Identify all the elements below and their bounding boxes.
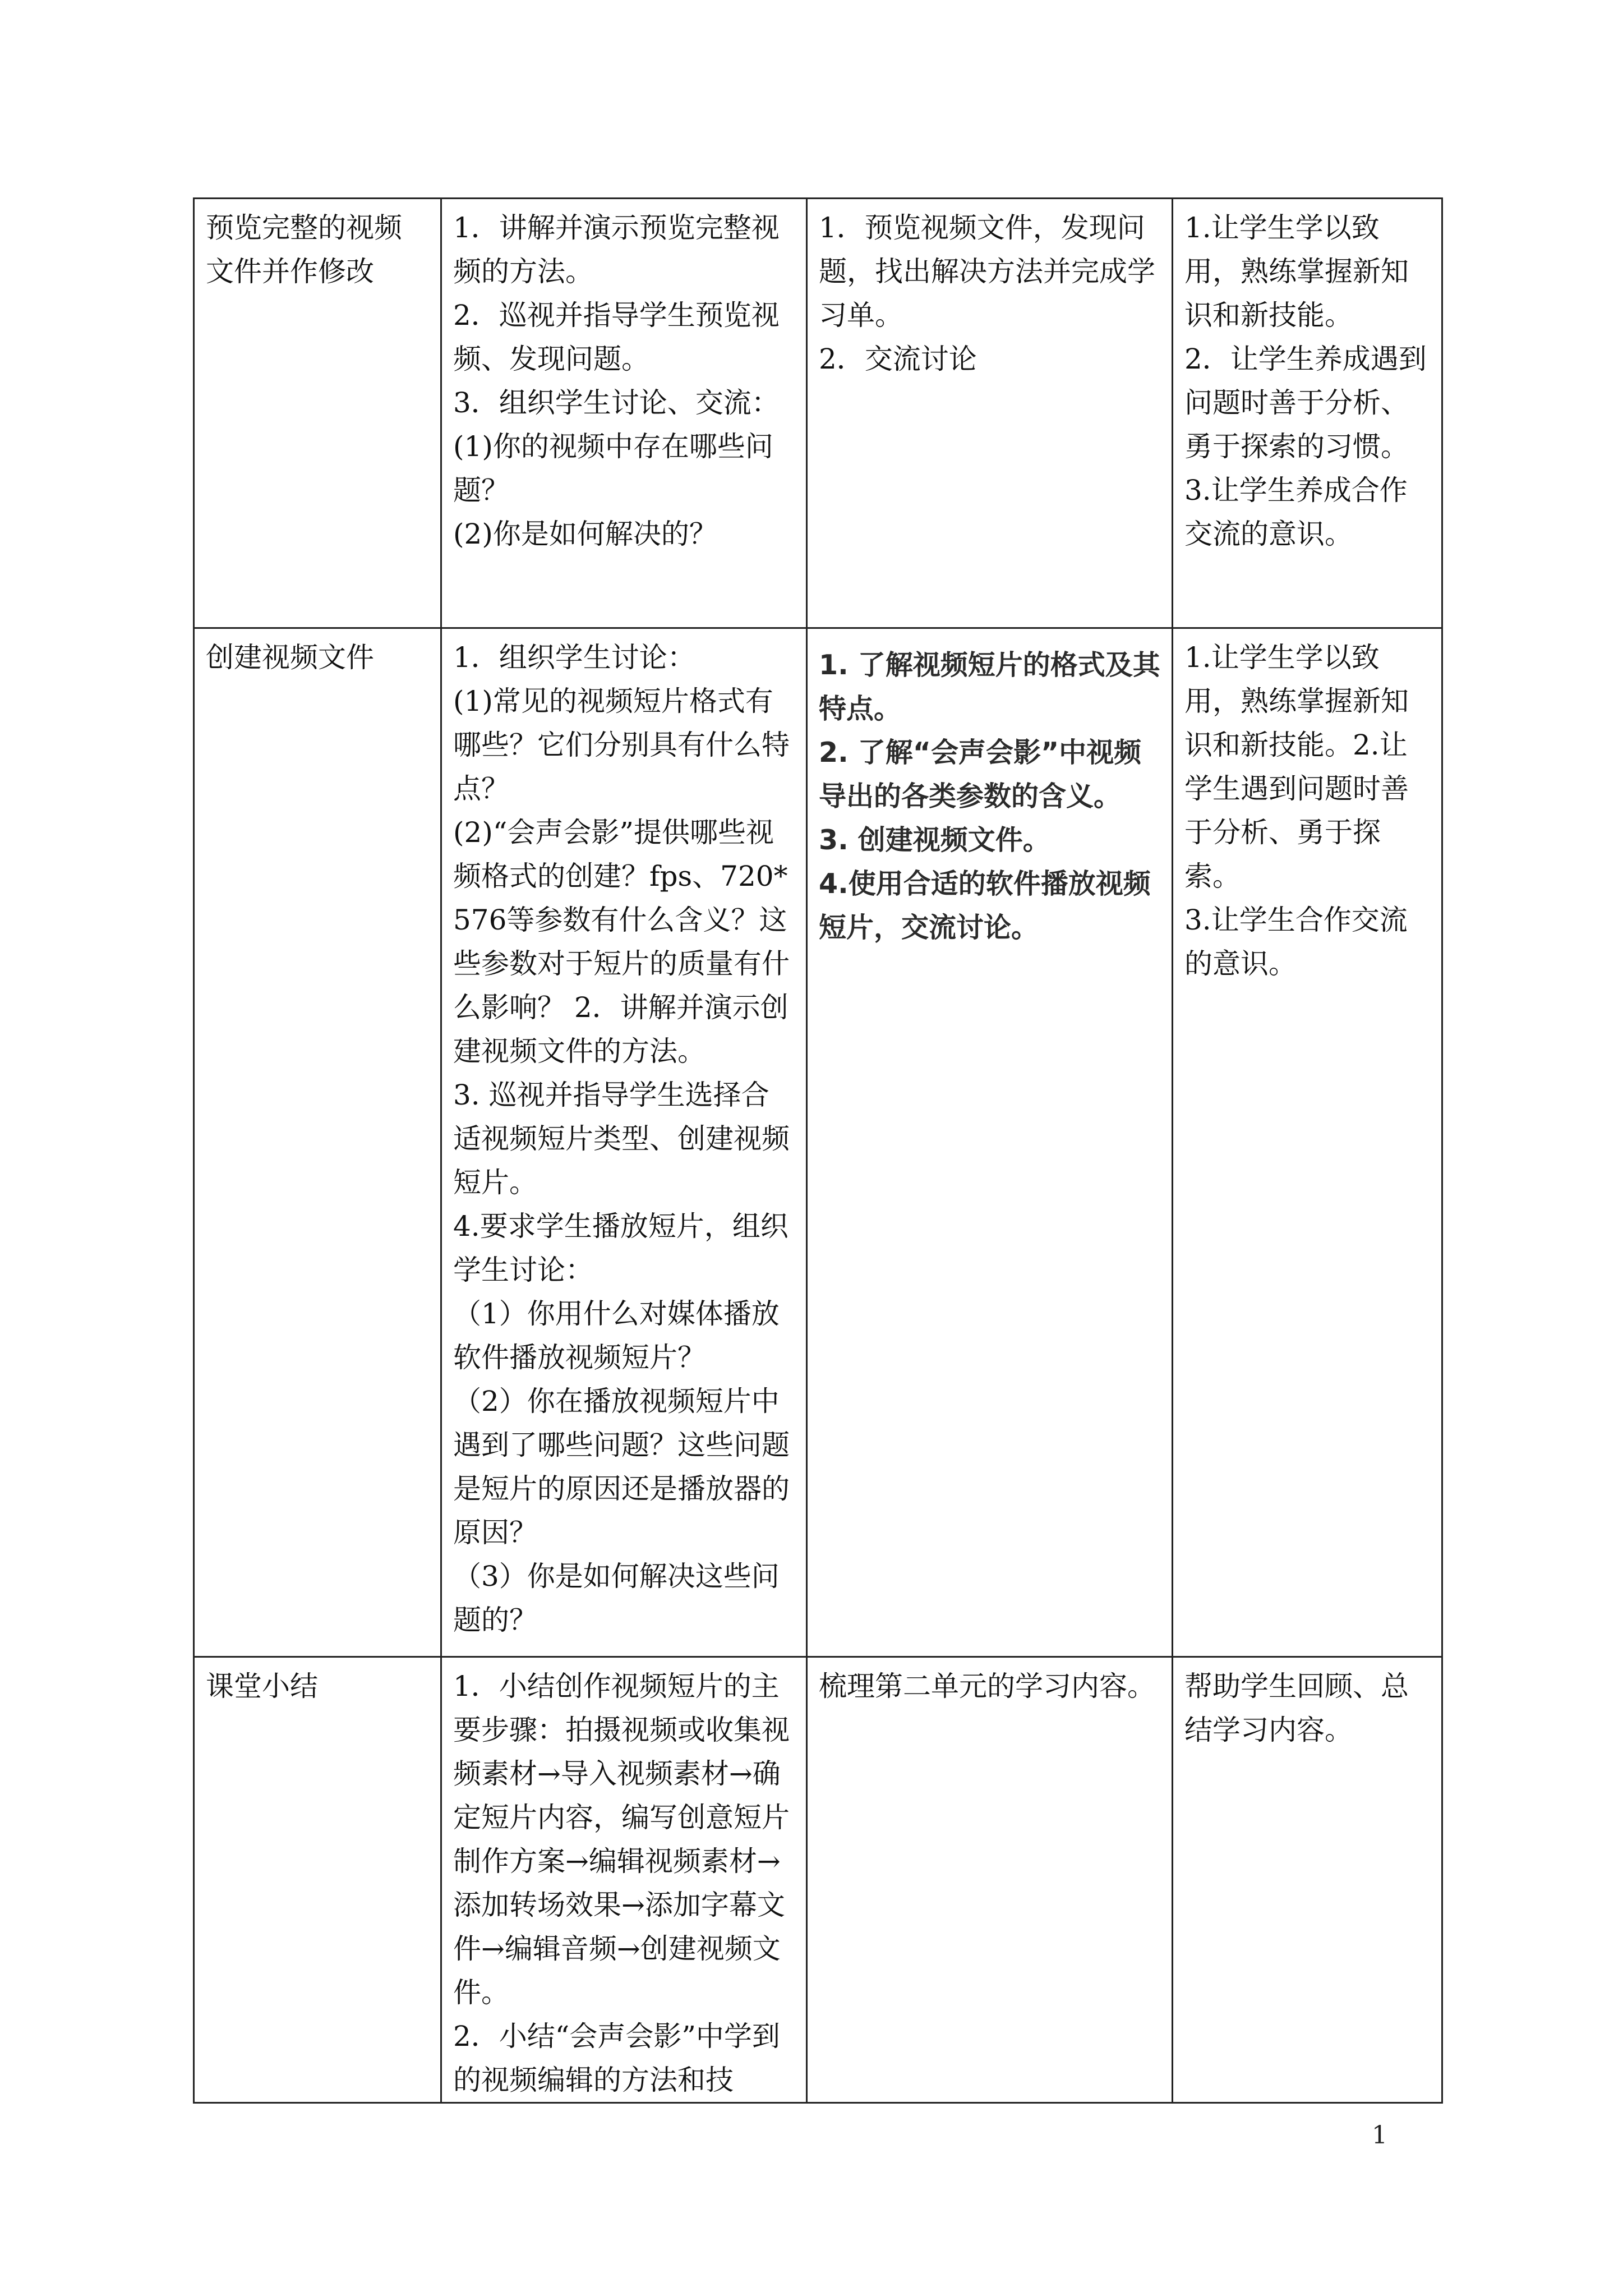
teacher-activity-line: 1．讲解并演示预览完整视频的方法。 [453,211,780,288]
design-intent-line: 3.让学生合作交流的意识。 [1184,904,1408,980]
student-activity-line: 2. 了解“会声会影”中视频导出的各类参数的含义。 [819,737,1142,812]
stage-cell [194,199,441,628]
teacher-activity-line: 3．组织学生讨论、交流： [453,386,780,419]
student-activity-line: 1．预览视频文件，发现问题，找出解决方法并完成学习单。 [819,211,1155,332]
teacher-activity-line: 4.要求学生播放短片，组织学生讨论： [453,1210,789,1286]
teacher-activity-line: (2)你是如何解决的？ [453,518,717,550]
design-intent-line: 帮助学生回顾、总结学习内容。 [1184,1670,1409,1746]
stage-label: 创建视频文件 [206,641,374,674]
design-intent-line: 2．让学生养成遇到问题时善于分析、勇于探索的习惯。 [1184,343,1427,463]
student-activity-cell [807,628,1173,1657]
table-row [194,199,1442,628]
design-intent-line: 3.让学生养成合作交流的意识。 [1184,474,1408,550]
student-activity-line: 2．交流讨论 [819,343,977,375]
student-activity-line: 3. 创建视频文件。 [819,824,1050,856]
design-intent-line: 1.让学生学以致用，熟练掌握新知识和新技能。 [1184,211,1409,332]
teacher-activity-line: (1)你的视频中存在哪些问题？ [453,430,773,507]
stage-label: 预览完整的视频文件并作修改 [206,211,402,288]
student-activity-cell [807,199,1173,628]
design-intent-cell [1173,1657,1442,2103]
teacher-activity-line: （2）你在播放视频短片中遇到了哪些问题？这些问题是短片的原因还是播放器的原因？ [453,1385,790,1549]
teacher-activity-cell [441,628,807,1657]
teacher-activity-line: (1)常见的视频短片格式有哪些？它们分别具有什么特点？ [453,685,790,805]
student-activity-line: 梳理第二单元的学习内容。 [819,1670,1155,1703]
teacher-activity-cell [441,1657,807,2103]
student-activity-line: 4.使用合适的软件播放视频短片，交流讨论。 [819,868,1151,944]
teacher-activity-line: （3）你是如何解决这些问题的？ [453,1560,780,1636]
teacher-activity-line: 2．小结“会声会影”中学到的视频编辑的方法和技 [453,2020,780,2096]
design-intent-cell [1173,199,1442,628]
student-activity-cell [807,1657,1173,2103]
stage-label: 课堂小结 [206,1670,318,1703]
lesson-plan-table [193,197,1443,2104]
design-intent-line: 1.让学生学以致用，熟练掌握新知识和新技能。2.让学生遇到问题时善于分析、勇于探索。 [1184,641,1409,892]
table-row [194,628,1442,1657]
design-intent-cell [1173,628,1442,1657]
teacher-activity-line: （1）你用什么对媒体播放软件播放视频短片？ [453,1297,780,1374]
teacher-activity-line: 1．小结创作视频短片的主要步骤：拍摄视频或收集视频素材→导入视频素材→确定短片内容，编写创意短片制作方案→编辑视频素材→添加转场效果→添加字幕文件→编辑音频→创建视频文件。 [453,1670,790,2009]
stage-cell [194,1657,441,2103]
teacher-activity-line: (2)“会声会影”提供哪些视频格式的创建？fps、720*576等参数有什么含义？这些参数对于短片的质量有什么影响？ 2．讲解并演示创建视频文件的方法。 [453,816,790,1068]
page-number: 1 [1372,2121,1387,2150]
teacher-activity-cell [441,199,807,628]
stage-cell [194,628,441,1657]
teacher-activity-line: 1．组织学生讨论： [453,641,695,674]
student-activity-line: 1. 了解视频短片的格式及其特点。 [819,649,1160,725]
teacher-activity-line: 3. 巡视并指导学生选择合适视频短片类型、创建视频短片。 [453,1079,790,1199]
teacher-activity-line: 2．巡视并指导学生预览视频、发现问题。 [453,299,780,375]
table-row [194,1657,1442,2103]
